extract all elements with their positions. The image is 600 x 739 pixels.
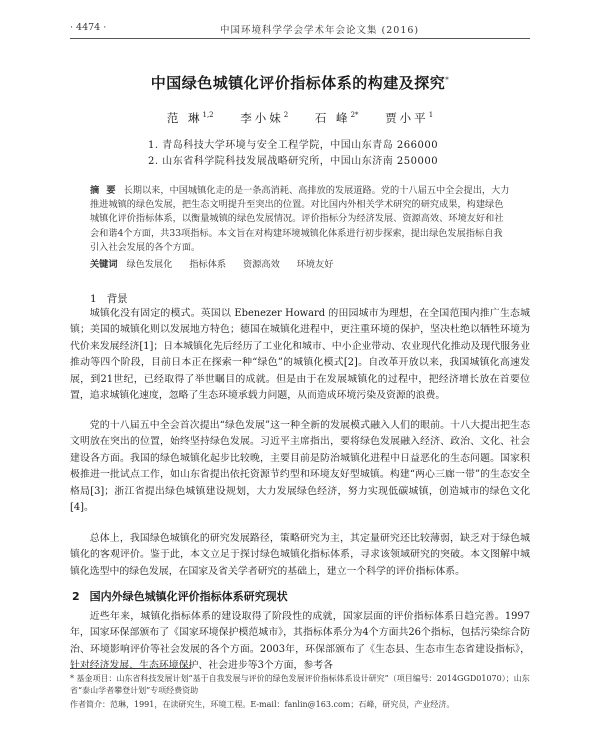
section-title: 背景 [106, 293, 128, 305]
body-paragraph: 总体上，我国绿色城镇化的研究发展路径，策略研究为主，其定量研究还比较薄弱，缺乏对于绿色城镇化的客观评价。鉴于此，本文立足于探讨绿色城镇化指标体系，寻求该领域研究的突破。本文图解中城镇化选型中的绿色发展，在国家及省关学者研究的基础上，建立一个科学的评价指标体系。 [70, 533, 530, 577]
author: 范 琳$^{1,2}$ [166, 111, 214, 125]
page-number: · 4474 · [70, 22, 107, 33]
body-paragraph: 城镇化没有固定的模式。英国以 Ebenezer Howard 的田园城市为理想，在全国范围内推广生态城镇；美国的城镇化则以发展地方特色；德国在城镇化进程中，更注重环境的保护，坚决杜绝以牺牲环境为代价来发展经济[1]；日本城镇化先后经历了工业化和城市、中小企业带动、农业现代化推动及现代服务业推动等四个阶段，目前日本正在探索一种“绿色”的城镇化模式[2]。自改革开放以来，我国城镇化高速发展，到21世纪，已经取得了举世瞩目的成就。但是由于在发展城镇化的过程中，把经济增长放在首要位置，追求城镇化速度，忽略了生态环境承载力问题，从而造成环境污染及资源的浪费。 [70, 308, 530, 402]
keywords-label: 关键词 [90, 259, 118, 270]
affiliation: 2. 山东省科学院科技发展战略研究所，中国山东济南 250000 [148, 156, 439, 167]
keywords [90, 256, 510, 270]
section-number: 1 [90, 293, 97, 305]
abstract-text: 长期以来，中国城镇化走的是一条高消耗、高排放的发展道路。党的十八届五中全会提出，大力推进城镇的绿色发展，把生态文明提升至突出的位置。对比国内外相关学术研究的研究成果，构建绿色城镇化评价指标体系，以衡量城镇的绿色发展情况。评价指标分为经济发展、资源高效、环境友好和社会和谐4个方面，共33项指标。本文旨在对构建环境城镇化体系进行初步探索，提出绿色发展指标自我引入社会发展的各个方面。 [90, 185, 510, 253]
author: 贾小平$^1$ [385, 111, 434, 125]
running-header [70, 22, 530, 38]
paper-title [0, 72, 600, 93]
keyword: 资源高效 [243, 259, 280, 270]
footnote-rule [70, 668, 190, 669]
abstract-label: 摘 要 [90, 185, 118, 196]
author: 李小妹$^2$ [240, 111, 289, 125]
section-title: 国内外绿色城镇化评价指标体系研究现状 [89, 590, 288, 603]
title-footnote-mark: * [445, 76, 450, 84]
body-paragraph: 近些年来，城镇化指标体系的建设取得了阶段性的成就，国家层面的评价指标体系日趋完善。1997年，国家环保部颁布了《国家环境保护模范城市》，其指标体系分为4个方面共26个指标，包括污染综合防治、环境影响评价等社会发展的各个方面。2003年，环保部颁布了《生态县、生态市生态省建设指标》，针对经济发展、生态环境保护、社会进步等3个方面，参考各 [70, 611, 530, 672]
keyword: 环境友好 [296, 259, 334, 270]
author: 石 峰$^{2*}$ [314, 111, 359, 125]
keyword: 绿色发展化 [126, 259, 173, 270]
keyword: 指标体系 [189, 259, 227, 270]
footnote: 作者简介：范琳，1991，在读研究生，环境工程。E-mail：fanlin@163.com；石峰，研究员，产业经济。 [70, 700, 455, 709]
body-paragraph: 党的十八届五中全会首次提出“绿色发展”这一种全新的发展模式融入人们的眼前。十八大提出把生态文明放在突出的位置，始终坚持绿色发展。习近平主席指出，要将绿色发展融入经济、政治、文化、社会建设各方面。我国的绿色城镇化起步比较晚，主要目前是防治城镇化进程中日益恶化的生态问题。国家积极推进一批试点工作，如山东省提出依托资源节约型和环境友好型城镇。构建“两心三廊一带”的生态安全格局[3]；浙江省提出绿色城镇建设规划，大力发展绿色经济，努力实现低碳城镇，创造城市的绿色文化[4]。 [70, 420, 530, 514]
section-heading [72, 588, 288, 604]
affiliation: 1. 青岛科技大学环境与安全工程学院，中国山东青岛 266000 [148, 140, 439, 151]
journal-title: 中国环境科学学会学术年会论文集 (2016) [220, 25, 420, 36]
section-heading [90, 291, 128, 306]
author-list [0, 110, 600, 126]
section-number: 2 [72, 590, 80, 603]
paper-title-text: 中国绿色城镇化评价指标体系的构建及探究 [150, 74, 446, 92]
abstract [90, 184, 510, 255]
header-rule [70, 38, 530, 39]
footnote: * 基金项目：山东省科技发展计划“基于自我发展与评价的绿色发展评价指标体系设计研究”（项目编号：2014GGD01070）；山东省“泰山学者攀登计划”专项经费资助 [70, 674, 530, 695]
